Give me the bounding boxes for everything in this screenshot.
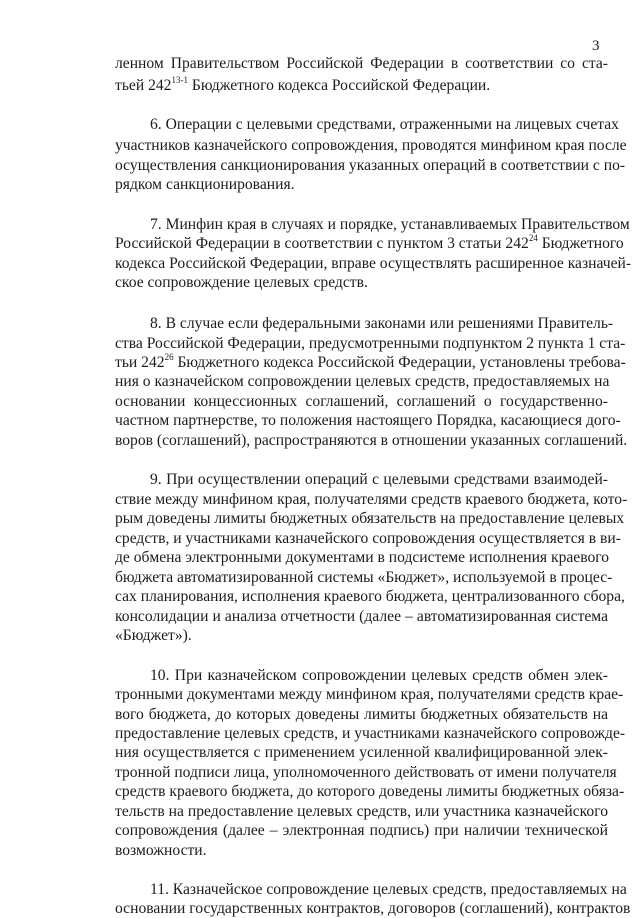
- paragraph-4-line-1: [150, 314, 614, 333]
- paragraph-6-line-9: [115, 821, 608, 840]
- line-text: участников казначейского сопровождения, проводятся минфином края после: [115, 137, 627, 154]
- line-text: средств, и участниками казначейского сопровождения осуществляется в ви-: [115, 530, 621, 547]
- line-text: предоставление целевых средств, и участниками казначейского сопровожде-: [115, 725, 626, 742]
- line-text: частном партнерстве, то положения настоящего Порядка, касающиеся дого-: [115, 412, 621, 429]
- line-text: основании концессионных соглашений, соглашений о государственно-: [115, 393, 608, 410]
- paragraph-6-line-10: [115, 841, 608, 860]
- paragraph-5-line-4: [115, 529, 621, 548]
- line-text-continued: Бюджетного: [537, 235, 624, 252]
- line-text: ское сопровождение целевых средств.: [115, 274, 368, 291]
- paragraph-5-line-8: [115, 607, 608, 626]
- line-text-continued: Бюджетного кодекса Российской Федерации, установлены требова-: [173, 354, 626, 371]
- line-text-continued: Бюджетного кодекса Российской Федерации.: [187, 77, 491, 94]
- paragraph-6-line-8: [115, 802, 608, 821]
- paragraph-5-line-5: [115, 548, 608, 567]
- line-text: 8. В случае если федеральными законами или решениями Правитель-: [150, 315, 614, 332]
- line-text: воров (соглашений), распространяются в отношении указанных соглашений.: [115, 432, 628, 449]
- paragraph-5-line-3: [115, 509, 625, 528]
- line-text: возможности.: [115, 842, 207, 859]
- paragraph-6-line-7: [115, 782, 625, 801]
- line-text: де обмена электронными документами в подсистеме исполнения краевого: [115, 549, 610, 566]
- paragraph-6-line-3: [115, 705, 608, 724]
- paragraph-1-line-2: [115, 76, 608, 95]
- line-text: ния о казначейском сопровождении целевых средств, предоставляемых на: [115, 373, 610, 390]
- paragraph-4-line-7: [115, 431, 628, 450]
- paragraph-5-line-2: [115, 490, 628, 509]
- paragraph-6-line-6: [115, 763, 617, 782]
- line-text: сах планирования, исполнения краевого бюджета, централизованного сбора,: [115, 588, 625, 605]
- page-number: 3: [592, 38, 600, 54]
- line-text: тьи 242: [115, 354, 165, 371]
- line-text: 7. Минфин края в случаях и порядке, устанавливаемых Правительством: [150, 216, 630, 233]
- paragraph-4-line-6: [115, 411, 621, 430]
- line-text: «Бюджет»).: [115, 627, 192, 644]
- line-text: рядком санкционирования.: [115, 176, 295, 193]
- paragraph-7-line-1: [150, 880, 627, 899]
- line-text: основании государственных контрактов, договоров (соглашений), контрактов: [115, 900, 631, 917]
- line-text: рым доведены лимиты бюджетных обязательств на предоставление целевых: [115, 510, 625, 527]
- line-text: средств краевого бюджета, до которого доведены лимиты бюджетных обяза-: [115, 783, 625, 800]
- paragraph-2-line-2: [115, 136, 627, 155]
- paragraph-4-line-4: [115, 372, 608, 391]
- line-text: кодекса Российской Федерации, вправе осуществлять расширенное казначей-: [115, 255, 632, 272]
- paragraph-5-line-1: [150, 470, 608, 489]
- line-text: сопровождения (далее – электронная подпись) при наличии технической: [115, 822, 608, 839]
- line-text: вого бюджета, до которых доведены лимиты бюджетных обязательств на: [115, 706, 608, 723]
- line-text: 10. При казначейском сопровождении целевых средств обмен элек-: [150, 667, 608, 684]
- paragraph-5-line-7: [115, 587, 625, 606]
- paragraph-3-line-2: [115, 232, 624, 253]
- paragraph-4-line-3: [115, 351, 626, 372]
- article-superscript: 13-1: [171, 74, 188, 85]
- article-superscript: 24: [528, 232, 538, 243]
- paragraph-3-line-1: [150, 215, 630, 234]
- article-superscript: 26: [164, 351, 174, 362]
- line-text: осуществления санкционирования указанных операций в соответствии с по-: [115, 157, 626, 174]
- paragraph-5-line-9: [115, 626, 608, 645]
- line-text: ния осуществляется с применением усиленной квалифицированной элек-: [115, 744, 608, 761]
- line-text: Российской Федерации в соответствии с пунктом 3 статьи 242: [115, 235, 529, 252]
- paragraph-7-line-2: [115, 899, 631, 918]
- line-text: ствие между минфином края, получателями средств краевого бюджета, кото-: [115, 491, 628, 508]
- line-text: 9. При осуществлении операций с целевыми средствами взаимодей-: [150, 471, 608, 488]
- paragraph-2-line-3: [115, 156, 626, 175]
- line-text: ленном Правительством Российской Федерации в соответствии со ста-: [115, 55, 608, 72]
- line-text: тельств на предоставление целевых средств, или участника казначейского: [115, 803, 608, 820]
- paragraph-6-line-1: [150, 666, 608, 685]
- line-text: 6. Операции с целевыми средствами, отраженными на лицевых счетах: [150, 116, 619, 133]
- paragraph-1-line-1: [115, 54, 608, 73]
- paragraph-2-line-4: [115, 175, 608, 194]
- line-text: тьей 242: [115, 77, 172, 94]
- line-text: бюджета автоматизированной системы «Бюджет», используемой в процес-: [115, 569, 613, 586]
- line-text: консолидации и анализа отчетности (далее – автоматизированная система: [115, 608, 608, 625]
- line-text: тронной подписи лица, уполномоченного действовать от имени получателя: [115, 764, 617, 781]
- paragraph-3-line-3: [115, 254, 632, 273]
- line-text: тронными документами между минфином края, получателями средств крае-: [115, 686, 624, 703]
- paragraph-6-line-2: [115, 685, 624, 704]
- paragraph-6-line-5: [115, 743, 608, 762]
- line-text: 11. Казначейское сопровождение целевых средств, предоставляемых на: [150, 881, 627, 898]
- paragraph-2-line-1: [150, 115, 619, 134]
- paragraph-3-line-4: [115, 273, 608, 292]
- paragraph-5-line-6: [115, 568, 613, 587]
- paragraph-6-line-4: [115, 724, 626, 743]
- line-text: ства Российской Федерации, предусмотренными подпунктом 2 пункта 1 ста-: [115, 335, 626, 352]
- paragraph-4-line-2: [115, 334, 626, 353]
- paragraph-4-line-5: [115, 392, 608, 411]
